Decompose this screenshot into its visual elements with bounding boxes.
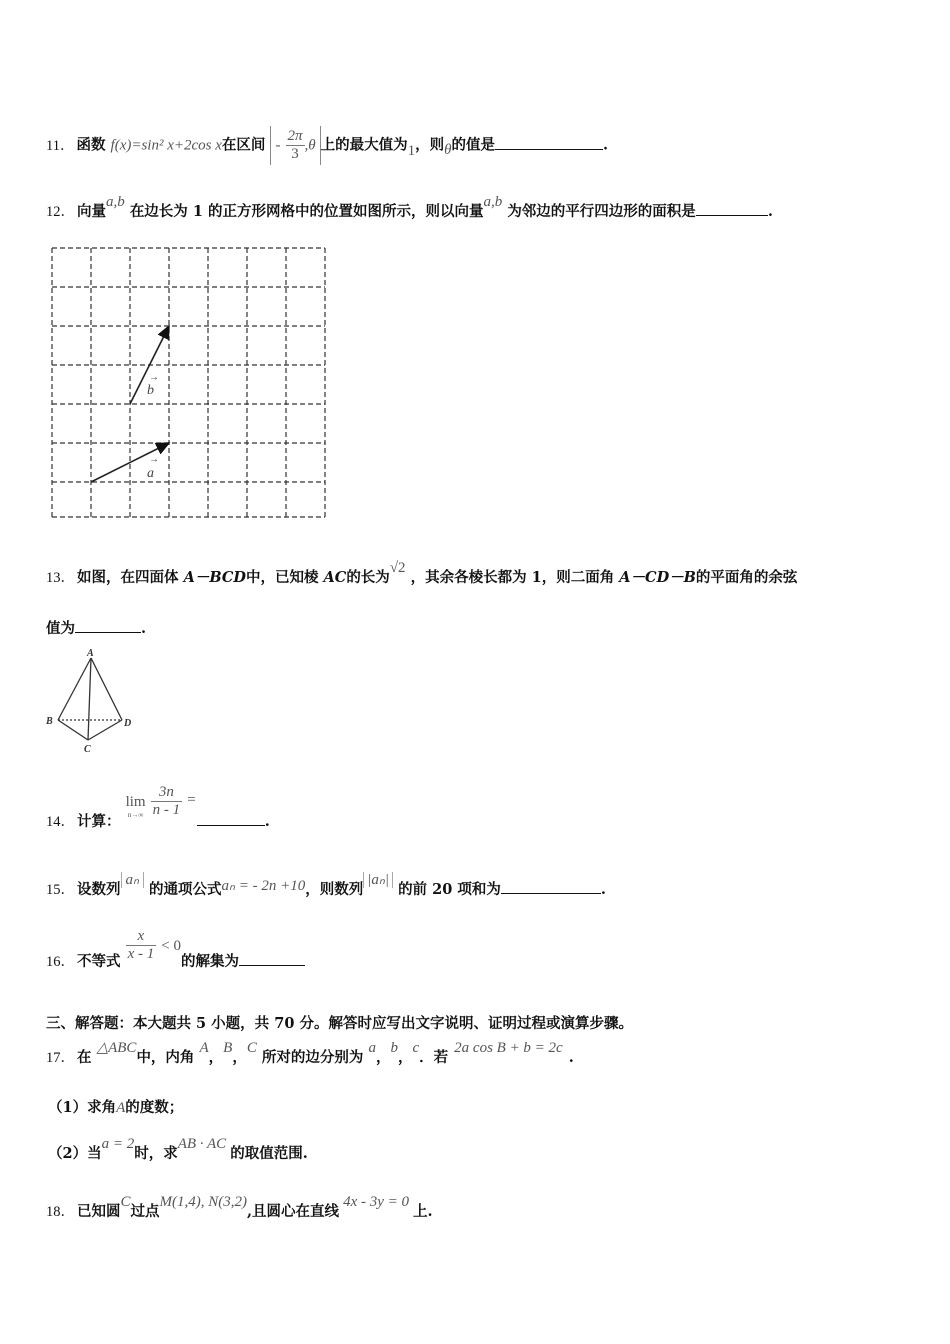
q14-lim: lim (125, 794, 146, 810)
q14-equals: = (187, 792, 196, 808)
q17-p2-end: 的取值范围. (230, 1145, 308, 1162)
edge-BC (58, 720, 88, 740)
q11-interval-theta: ,θ (304, 137, 316, 154)
question-18 (46, 1194, 433, 1221)
q18-number: 18． (46, 1204, 75, 1220)
q13-number: 13． (46, 570, 75, 586)
q11-theta: θ (444, 141, 452, 158)
q11-number: 11． (46, 137, 75, 154)
q17-p2-condition: a = 2 (101, 1136, 135, 1152)
q16-text2: 的解集为 (181, 953, 239, 970)
q12-number: 12． (46, 204, 75, 220)
grid-lines (52, 248, 325, 517)
question-13-cont (46, 617, 146, 638)
q13-text8: 的平面角的余弦 (695, 569, 798, 586)
q17-side-b: b (390, 1040, 398, 1056)
q11-text2: 在区间 (221, 136, 266, 154)
q17-p1-text: （1）求角 (48, 1099, 117, 1116)
q17-triangle: △ABC (96, 1040, 137, 1056)
q11-frac-den: 3 (291, 146, 299, 162)
q11-text4: ，则 (415, 136, 445, 154)
q14-text1: 计算： (77, 813, 121, 830)
q16-answer-blank[interactable] (239, 951, 305, 966)
q17-comma3: ， (375, 1049, 391, 1066)
question-13 (46, 560, 798, 587)
q18-text2: 过点 (130, 1203, 160, 1220)
question-12 (46, 194, 773, 221)
vector-b-arrow-mark: → (149, 372, 159, 383)
question-14 (46, 784, 270, 830)
q14-fraction (151, 784, 183, 819)
question-15 (46, 872, 606, 899)
q16-frac-den: x - 1 (127, 946, 155, 962)
q13-text6: ，其余各棱长都为 1，则二面角 (410, 569, 620, 586)
q18-points: M(1,4), N(3,2) (159, 1194, 247, 1210)
q17-angle-A: A (199, 1040, 209, 1056)
q17-angle-B: B (223, 1040, 233, 1056)
q17-p2-mid: 时，求 (134, 1145, 178, 1162)
q12-text1: 向量 (77, 203, 106, 220)
edge-CD (88, 720, 122, 740)
q17-text4: ．若 (419, 1049, 449, 1066)
vertex-D: D (124, 718, 132, 729)
edge-AC (88, 658, 91, 740)
q15-number: 15． (46, 882, 75, 898)
tetrahedron-figure (44, 646, 140, 754)
q18-text1: 已知圆 (77, 1203, 121, 1220)
q11-interval-fraction (286, 128, 305, 163)
q17-p2-dot-product: AB · AC (177, 1136, 227, 1152)
q17-text3: 所对的边分别为 (261, 1049, 364, 1066)
q13-dihedral: A－CD－B (619, 569, 696, 586)
q11-text: 函数 (76, 136, 106, 154)
q16-fraction (126, 928, 157, 963)
q17-number: 17． (46, 1050, 75, 1066)
q11-frac-num: 2π (287, 128, 303, 144)
q11-period: . (603, 136, 609, 154)
q11-interval-minus: - (275, 137, 281, 154)
q15-formula: aₙ = - 2n +10 (221, 878, 306, 894)
q14-frac-den: n - 1 (152, 802, 181, 818)
q13-edge: AC (323, 569, 347, 586)
q14-answer-blank[interactable] (197, 811, 265, 826)
vertex-A: A (87, 648, 94, 659)
q14-frac-num: 3n (151, 784, 183, 802)
q13-text3: 中，已知棱 (245, 569, 324, 586)
vector-a-label: a (147, 466, 154, 481)
q17-text2: 中，内角 (136, 1049, 195, 1066)
q17-equation: 2a cos B + b = 2c (454, 1040, 563, 1056)
q17-period: . (568, 1049, 574, 1066)
q15-sequence-an: aₙ (121, 872, 144, 888)
section-3-header: 三、解答题：本大题共 5 小题，共 70 分。解答时应写出文字说明、证明过程或演算步骤。 (46, 1015, 633, 1032)
q18-circle-C: C (120, 1194, 131, 1210)
q17-p2-text: （2）当 (48, 1145, 102, 1162)
vertex-C: C (84, 744, 91, 754)
q17-angle-C: C (246, 1040, 257, 1056)
question-17-part1 (48, 1096, 183, 1117)
q17-side-c: c (412, 1040, 420, 1056)
q15-period: . (600, 881, 606, 898)
q14-limit (126, 784, 146, 819)
q17-side-a: a (368, 1040, 376, 1056)
question-17-part2 (48, 1136, 308, 1163)
q14-lim-sub: n→∞ (127, 811, 144, 819)
q13-period: . (141, 620, 147, 637)
edge-AB (58, 658, 91, 720)
q14-number: 14． (46, 814, 75, 830)
q13-text9: 值为 (46, 620, 75, 637)
question-16 (46, 928, 305, 970)
q15-abs-an: |aₙ| (363, 872, 393, 888)
q15-text2: 的通项公式 (149, 881, 222, 898)
q13-text5: 的长为 (346, 569, 390, 586)
q12-text3: 为邻边的平行四边形的面积是 (507, 203, 696, 220)
q13-answer-blank[interactable] (75, 618, 141, 633)
q17-p1-end: 的度数； (125, 1099, 184, 1116)
q11-function: f(x)=sin² x+2cos x (110, 137, 222, 154)
q11-text3: 上的最大值为 (320, 136, 408, 154)
q15-text3: ，则数列 (305, 881, 364, 898)
q18-text3: ,且圆心在直线 (247, 1203, 340, 1220)
q15-text1: 设数列 (77, 881, 121, 898)
q17-comma2: ， (232, 1049, 247, 1066)
q17-text1: 在 (77, 1049, 92, 1066)
q15-answer-blank[interactable] (501, 879, 601, 894)
q17-p1-angle: A (116, 1100, 126, 1116)
question-11 (46, 126, 608, 165)
q11-value: 1 (407, 142, 416, 159)
q12-vectors-ab: a,b (106, 194, 125, 210)
q13-text1: 如图，在四面体 (77, 569, 184, 586)
q15-text4: 的前 20 项和为 (398, 881, 501, 898)
q11-text5: 的值是 (451, 136, 496, 154)
q17-comma1: ， (208, 1049, 224, 1066)
vector-b-label: b (147, 383, 154, 398)
q16-frac-num: x (126, 928, 157, 946)
q12-text2: 在边长为 1 的正方形网格中的位置如图所示，则以向量 (129, 203, 484, 220)
vertex-B: B (46, 716, 53, 727)
q17-comma4: ， (397, 1049, 413, 1066)
q16-relation: < 0 (161, 938, 181, 954)
q16-text1: 不等式 (77, 953, 121, 970)
vector-grid-figure (48, 246, 328, 520)
q16-number: 16． (46, 954, 75, 970)
q13-sqrt2: √2 (389, 560, 406, 576)
q12-period: . (767, 203, 773, 220)
vector-a-arrow-mark: → (149, 454, 159, 465)
q14-period: . (264, 813, 270, 830)
q12-answer-blank[interactable] (696, 201, 768, 216)
question-17 (46, 1040, 574, 1067)
q18-text4: 上. (413, 1203, 433, 1220)
q11-interval (270, 126, 320, 165)
q12-vectors-ab-2: a,b (483, 194, 503, 210)
edge-AD (91, 658, 122, 720)
q13-tetra: A－BCD (183, 569, 246, 586)
q18-line: 4x - 3y = 0 (343, 1194, 409, 1210)
q11-answer-blank[interactable] (495, 135, 603, 150)
